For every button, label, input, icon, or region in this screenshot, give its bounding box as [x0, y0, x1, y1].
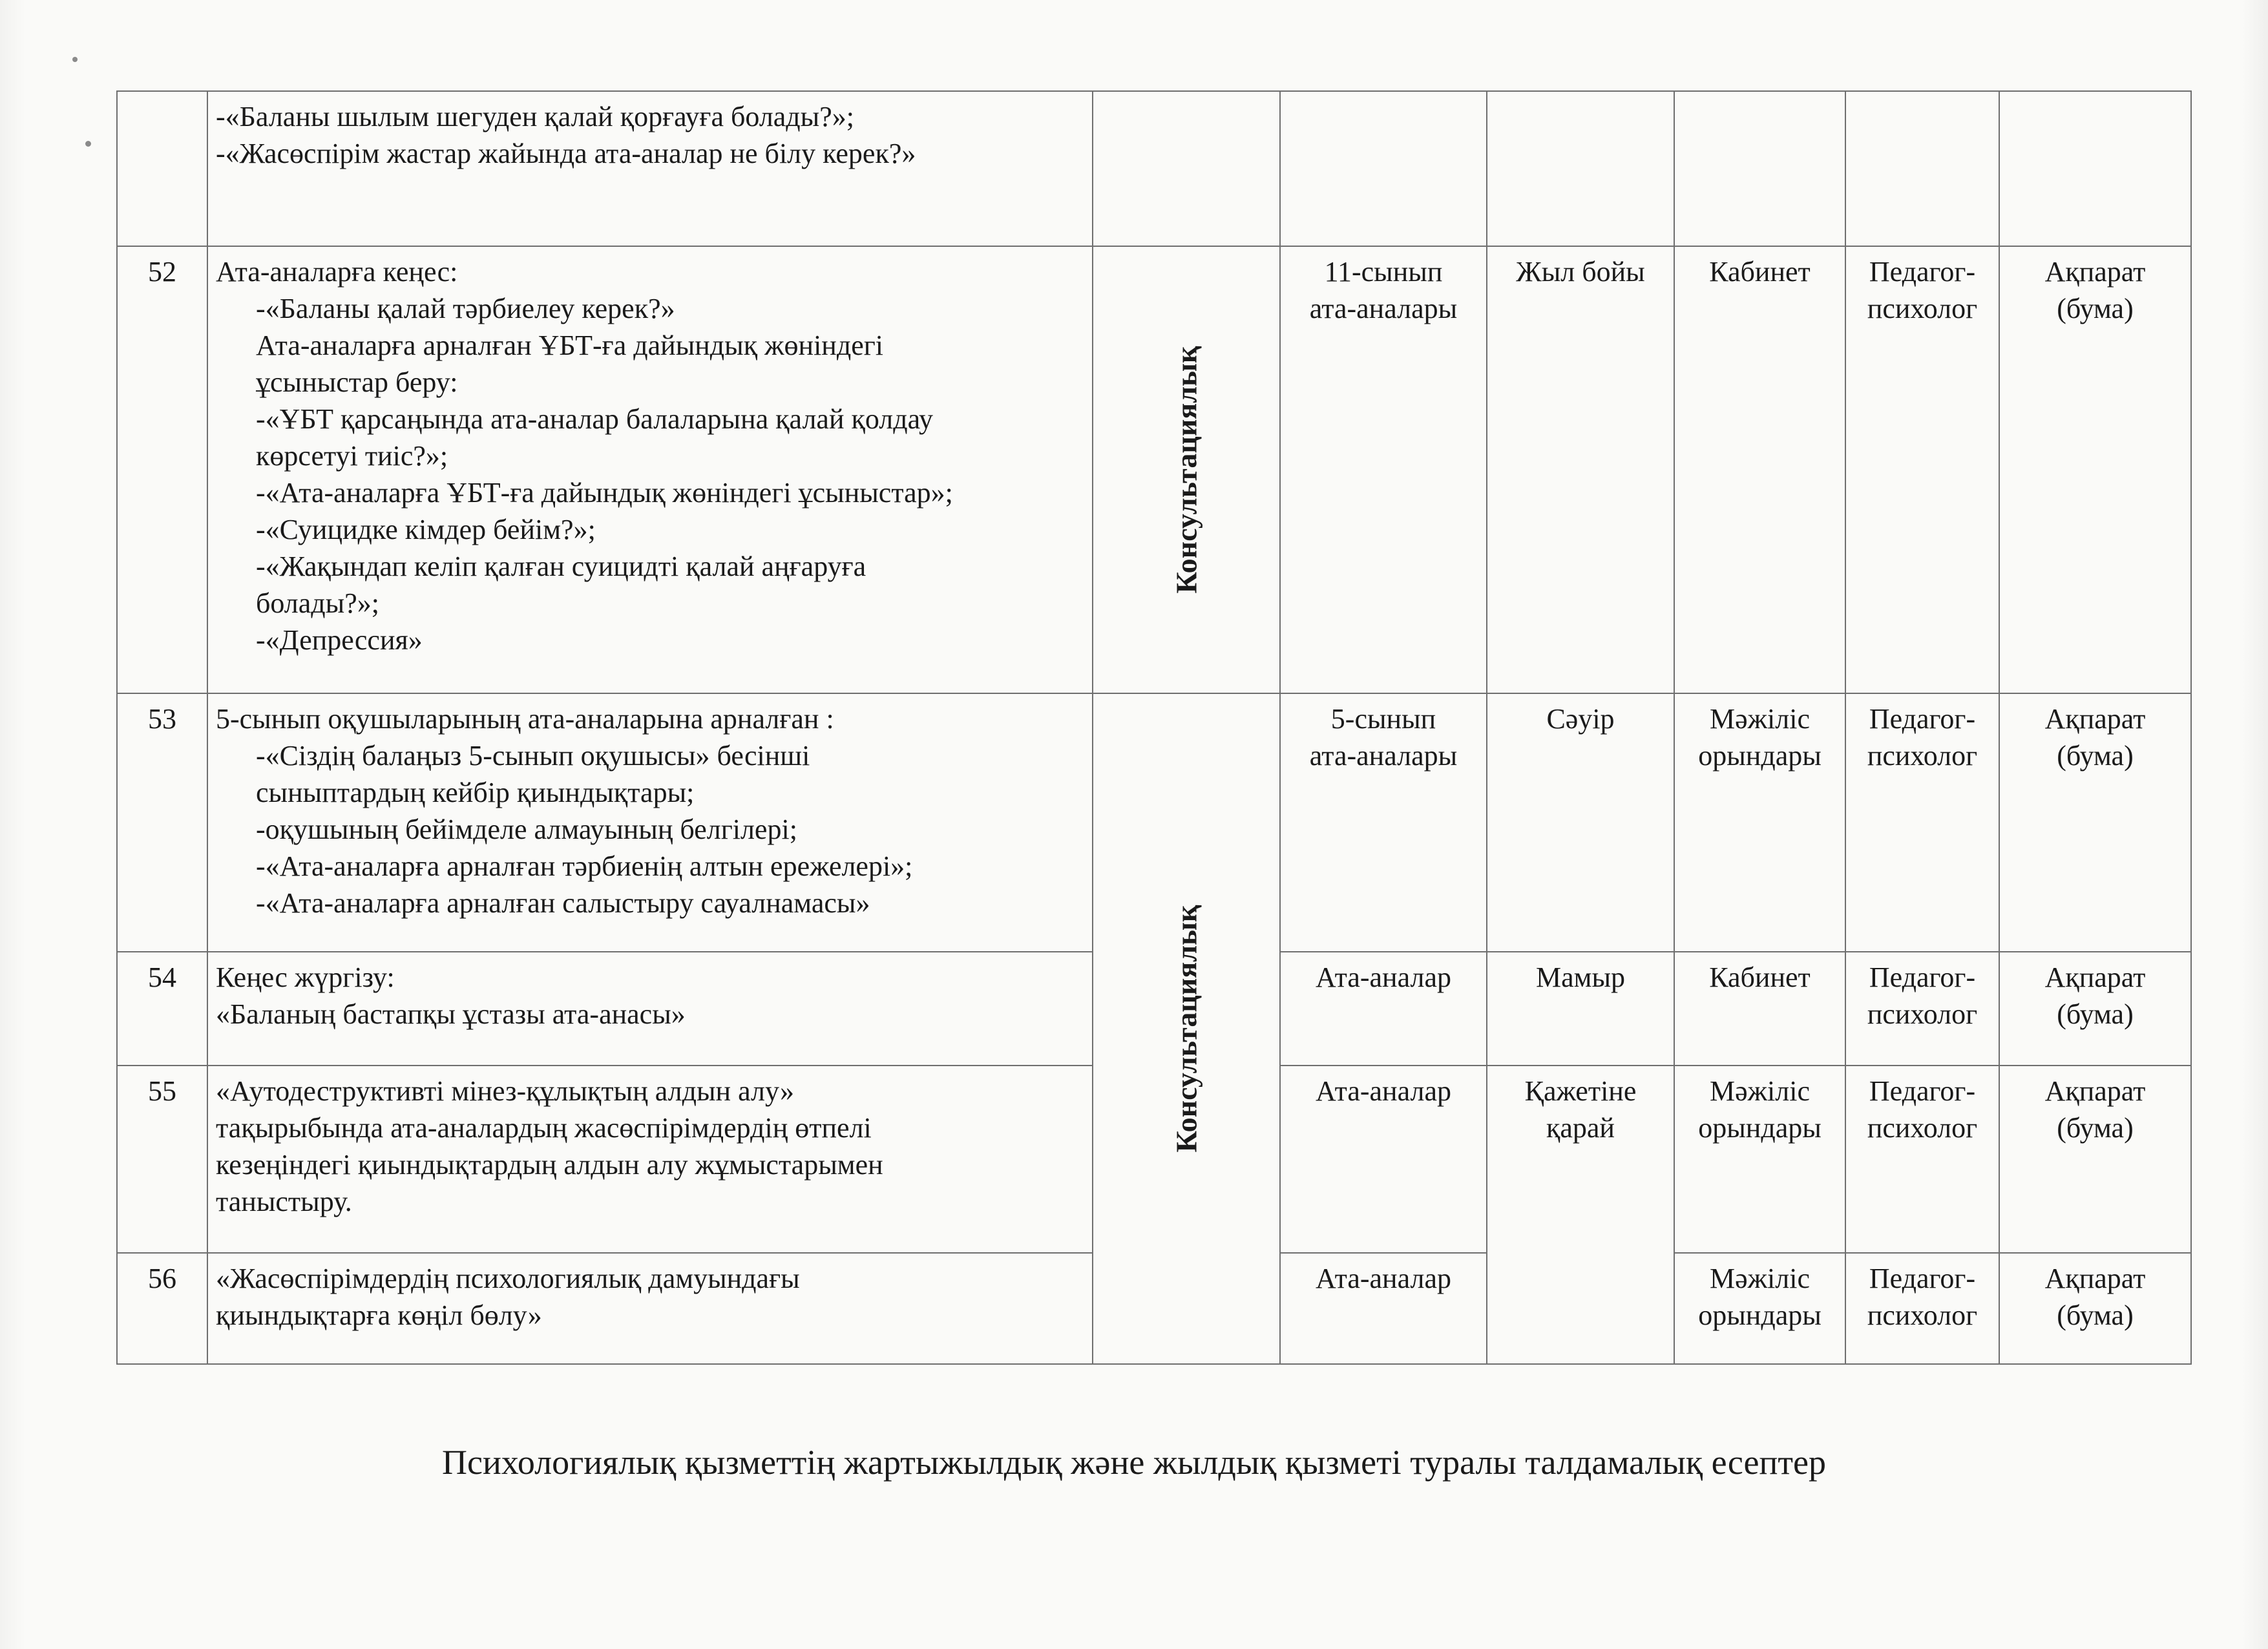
- audience-line: ата-аналары: [1309, 293, 1458, 324]
- output-cell: [1999, 952, 2191, 1066]
- activity-line: -«Баланы шылым шегуден қалай қорғауға болады?»;: [216, 101, 855, 132]
- activity-line: Ата-аналарға арналған ҰБТ-ға дайындық жөніндегі: [256, 330, 884, 361]
- activity-cell: [207, 246, 1093, 693]
- place-line: Мәжіліс: [1710, 703, 1810, 735]
- activity-line: «Баланың бастапқы ұстазы ата-анасы»: [216, 998, 686, 1030]
- activity-line: 5-сынып оқушыларының ата-аналарына арналған :: [216, 703, 834, 735]
- output-cell: [1999, 1066, 2191, 1253]
- scan-speck: [72, 57, 78, 62]
- activity-line: -«Жақындап келіп қалған суицидті қалай аңғаруға: [256, 551, 866, 582]
- activity-cell: [207, 952, 1093, 1066]
- output-line: (бума): [2057, 1112, 2134, 1144]
- audience-cell: [1280, 91, 1487, 246]
- row-number-cell: [117, 91, 207, 246]
- place-cell: Кабинет: [1674, 952, 1845, 1066]
- type-cell: [1093, 693, 1280, 1364]
- place-cell: Кабинет: [1674, 246, 1845, 693]
- row-number-cell: 55: [117, 1066, 207, 1253]
- place-line: орындары: [1698, 1112, 1822, 1144]
- activity-line: қиындықтарға көңіл бөлу»: [216, 1299, 542, 1331]
- activity-line: -«Баланы қалай тәрбиелеу керек?»: [256, 293, 675, 324]
- row-number-cell: 53: [117, 693, 207, 952]
- section-heading: Психологиялық қызметтің жартыжылдық және жылдық қызметі туралы талдамалық есептер: [442, 1443, 1826, 1482]
- output-cell: [1999, 91, 2191, 246]
- audience-line: 11-сынып: [1324, 256, 1443, 288]
- output-line: (бума): [2057, 998, 2134, 1030]
- activity-line: -«Жасөспірім жастар жайында ата-аналар не білу керек?»: [216, 138, 916, 169]
- time-cell: [1487, 91, 1674, 246]
- activity-line: -«ҰБТ қарсаңында ата-аналар балаларына қалай қолдау: [256, 403, 933, 435]
- audience-cell: Ата-аналар: [1280, 1066, 1487, 1253]
- place-line: орындары: [1698, 740, 1822, 772]
- responsible-line: Педагог-: [1869, 1075, 1976, 1107]
- place-cell: [1674, 693, 1845, 952]
- place-cell: [1674, 91, 1845, 246]
- time-cell: Мамыр: [1487, 952, 1674, 1066]
- audience-cell: Ата-аналар: [1280, 1253, 1487, 1364]
- activity-cell: [207, 693, 1093, 952]
- activity-line: -«Суицидке кімдер бейім?»;: [256, 514, 596, 545]
- activity-cell: [207, 1066, 1093, 1253]
- responsible-cell: [1845, 693, 1999, 952]
- work-plan-table: [116, 90, 2192, 1365]
- responsible-cell: [1845, 91, 1999, 246]
- time-line: Қажетіне: [1524, 1075, 1637, 1107]
- activity-line: кезеңіндегі қиындықтардың алдын алу жұмыстарымен: [216, 1149, 883, 1181]
- table-row: [117, 246, 2191, 693]
- output-line: (бума): [2057, 1299, 2134, 1331]
- activity-line: таныстыру.: [216, 1186, 352, 1217]
- activity-line: -«Ата-аналарға ҰБТ-ға дайындық жөніндегі ұсыныстар»;: [256, 477, 953, 509]
- time-cell: Сәуір: [1487, 693, 1674, 952]
- activity-line: сыныптардың кейбір қиындықтары;: [256, 777, 695, 808]
- responsible-cell: [1845, 952, 1999, 1066]
- audience-line: 5-сынып: [1330, 703, 1436, 735]
- responsible-cell: [1845, 246, 1999, 693]
- scan-speck: [85, 141, 91, 147]
- table-row: [117, 91, 2191, 246]
- output-line: Ақпарат: [2044, 256, 2146, 288]
- activity-type-label: Консультациялық: [1170, 346, 1203, 594]
- place-cell: [1674, 1066, 1845, 1253]
- activity-line: -«Депрессия»: [256, 624, 423, 656]
- time-line: қарай: [1546, 1112, 1615, 1144]
- responsible-cell: [1845, 1253, 1999, 1364]
- audience-cell: [1280, 246, 1487, 693]
- responsible-line: Педагог-: [1869, 703, 1976, 735]
- table-row: [117, 693, 2191, 952]
- activity-line: -«Сіздің балаңыз 5-сынып оқушысы» бесінші: [256, 740, 810, 772]
- output-line: Ақпарат: [2044, 961, 2146, 993]
- output-line: (бума): [2057, 740, 2134, 772]
- responsible-line: психолог: [1867, 998, 1978, 1030]
- type-cell: [1093, 246, 1280, 693]
- output-cell: [1999, 1253, 2191, 1364]
- activity-line: тақырыбында ата-аналардың жасөспірімдердің өтпелі: [216, 1112, 872, 1144]
- activity-line: «Аутодеструктивті мінез-құлықтың алдын алу»: [216, 1075, 795, 1107]
- time-cell: [1487, 1066, 1674, 1364]
- activity-cell: [207, 91, 1093, 246]
- activity-line: -«Ата-аналарға арналған салыстыру сауалнамасы»: [256, 887, 870, 919]
- activity-line: Кеңес жүргізу:: [216, 961, 395, 993]
- responsible-line: Педагог-: [1869, 1263, 1976, 1294]
- time-cell: Жыл бойы: [1487, 246, 1674, 693]
- audience-cell: [1280, 693, 1487, 952]
- output-line: Ақпарат: [2044, 1075, 2146, 1107]
- activity-type-label: Консультациялық: [1170, 905, 1203, 1153]
- output-cell: [1999, 693, 2191, 952]
- activity-line: Ата-аналарға кеңес:: [216, 256, 458, 288]
- responsible-line: психолог: [1867, 1112, 1978, 1144]
- activity-cell: [207, 1253, 1093, 1364]
- responsible-line: Педагог-: [1869, 256, 1976, 288]
- type-cell: [1093, 91, 1280, 246]
- responsible-line: психолог: [1867, 1299, 1978, 1331]
- row-number-cell: 56: [117, 1253, 207, 1364]
- activity-line: ұсыныстар беру:: [256, 366, 458, 398]
- place-cell: [1674, 1253, 1845, 1364]
- responsible-line: психолог: [1867, 740, 1978, 772]
- output-cell: [1999, 246, 2191, 693]
- place-line: орындары: [1698, 1299, 1822, 1331]
- output-line: Ақпарат: [2044, 1263, 2146, 1294]
- row-number-cell: 54: [117, 952, 207, 1066]
- output-line: (бума): [2057, 293, 2134, 324]
- audience-line: ата-аналары: [1309, 740, 1458, 772]
- responsible-line: Педагог-: [1869, 961, 1976, 993]
- activity-line: -«Ата-аналарға арналған тәрбиенің алтын ережелері»;: [256, 850, 913, 882]
- audience-cell: Ата-аналар: [1280, 952, 1487, 1066]
- output-line: Ақпарат: [2044, 703, 2146, 735]
- responsible-line: психолог: [1867, 293, 1978, 324]
- responsible-cell: [1845, 1066, 1999, 1253]
- activity-line: болады?»;: [256, 587, 379, 619]
- place-line: Мәжіліс: [1710, 1263, 1810, 1294]
- row-number-cell: 52: [117, 246, 207, 693]
- place-line: Мәжіліс: [1710, 1075, 1810, 1107]
- activity-line: «Жасөспірімдердің психологиялық дамуындағы: [216, 1263, 800, 1294]
- activity-line: көрсетуі тиіс?»;: [256, 440, 448, 472]
- activity-line: -оқушының бейімделе алмауының белгілері;: [256, 814, 797, 845]
